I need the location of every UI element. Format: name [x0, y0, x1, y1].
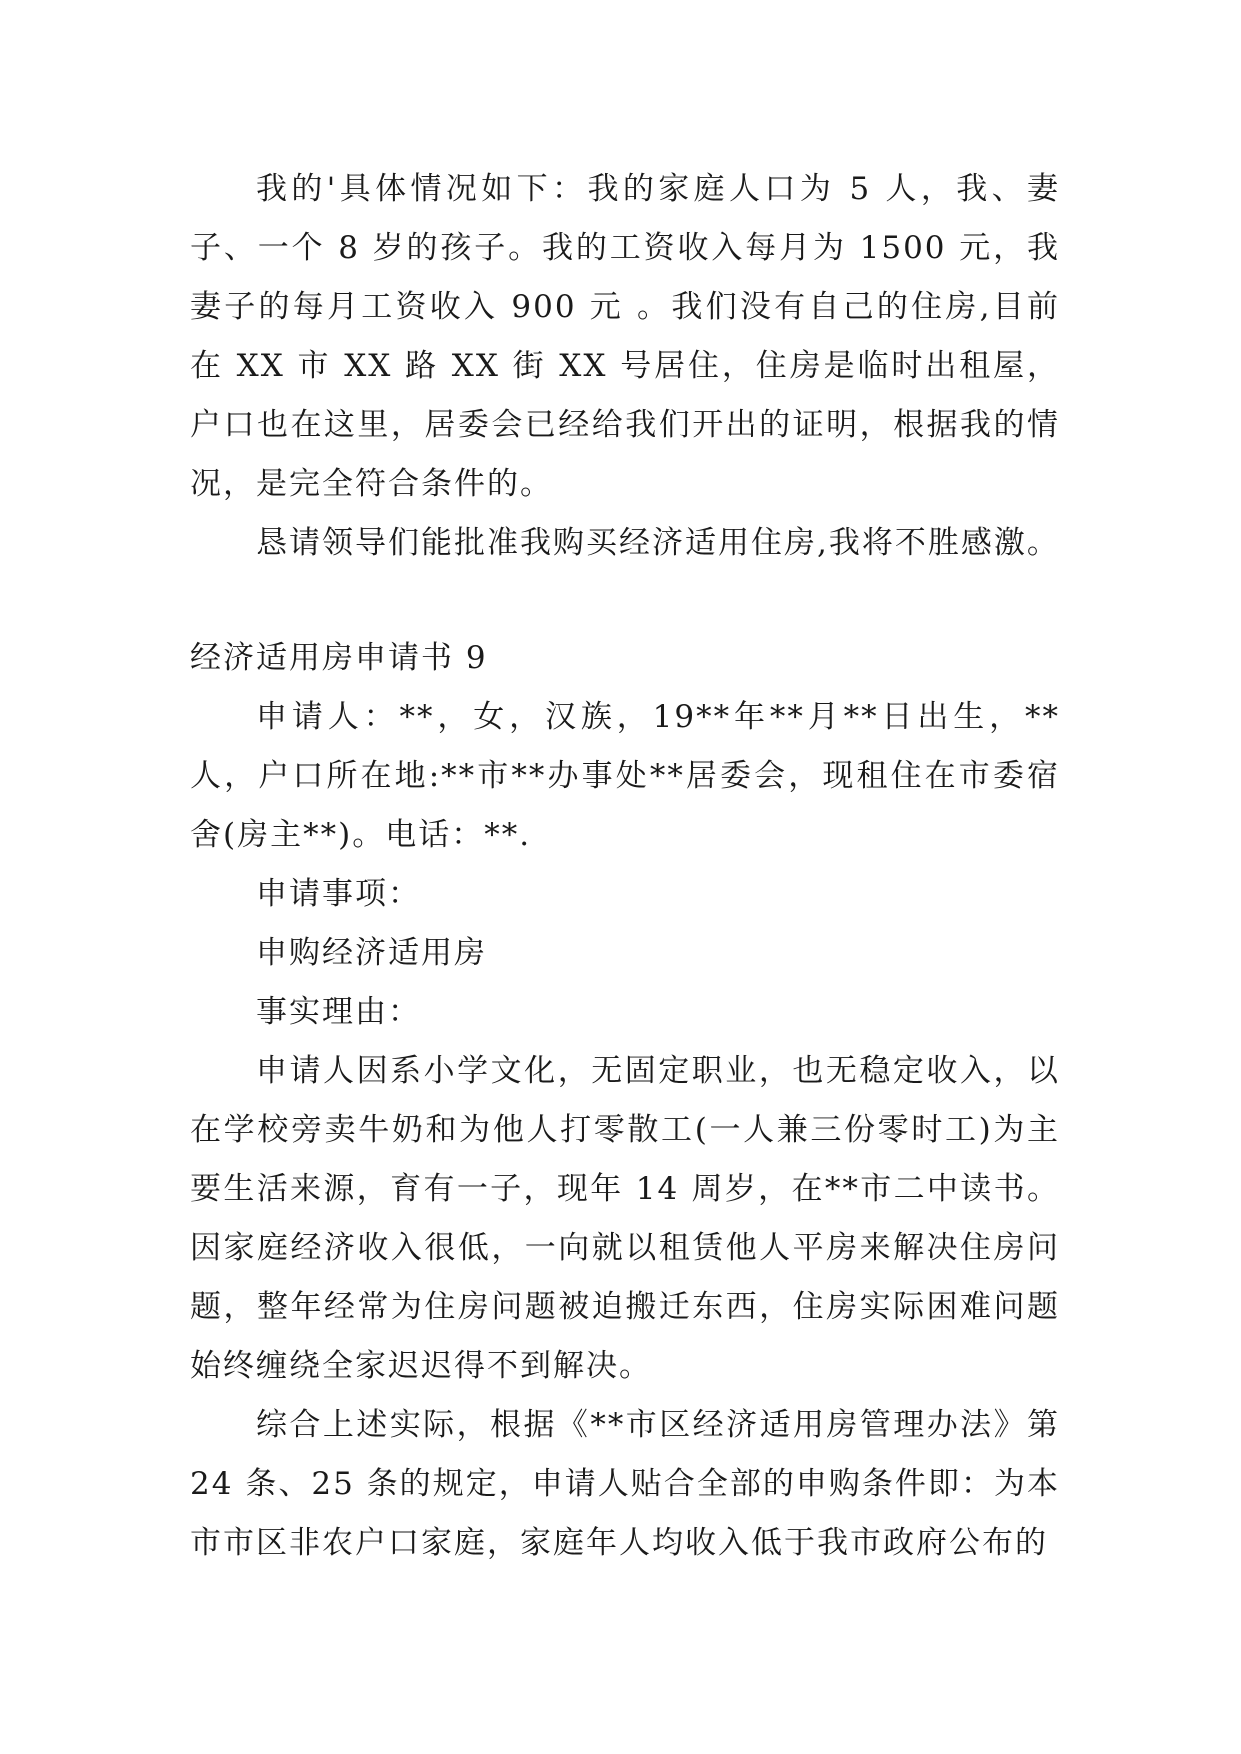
paragraph-conclusion: 综合上述实际，根据《**市区经济适用房管理办法》第 24 条、25 条的规定，申请人贴合全部的申购条件即：为本市市区非农户口家庭，家庭年人均收入低于我市政府公布的	[190, 1407, 1060, 1561]
paragraph-application-item-label: 申请事项：	[256, 876, 421, 912]
section-heading: 经济适用房申请书 9	[190, 640, 488, 676]
document-page	[190, 160, 1060, 1573]
paragraph-reasons: 申请人因系小学文化，无固定职业，也无稳定收入，以在学校旁卖牛奶和为他人打零散工(一人兼三份零时工)为主要生活来源，育有一子，现年 14 周岁，在**市二中读书。因家庭经济收入很低，一向就以租赁他人平房来解决住房问题，整年经常为住房问题被迫搬迁东西，住房实际困难问题始终缠绕全家迟迟得不到解决。	[190, 1053, 1060, 1384]
paragraph-reasons-label: 事实理由：	[256, 994, 421, 1030]
paragraph-family-situation: 我的'具体情况如下：我的家庭人口为 5 人，我、妻子、一个 8 岁的孩子。我的工资收入每月为 1500 元，我妻子的每月工资收入 900 元 。我们没有自己的住房,目前在 XX 市 XX 路 XX 街 XX 号居住，住房是临时出租屋，户口也在这里，居委会已经给我们开出的证明，根据我的情况，是完全符合条件的。	[190, 171, 1060, 502]
section-gap	[190, 573, 1060, 629]
paragraph-request: 恳请领导们能批准我购买经济适用住房,我将不胜感激。	[256, 525, 1060, 561]
paragraph-application-item: 申购经济适用房	[256, 935, 487, 971]
paragraph-applicant-info: 申请人：**，女，汉族，19**年**月**日出生，**人，户口所在地:**市**办事处**居委会，现租住在市委宿舍(房主**)。电话：**.	[190, 699, 1060, 853]
